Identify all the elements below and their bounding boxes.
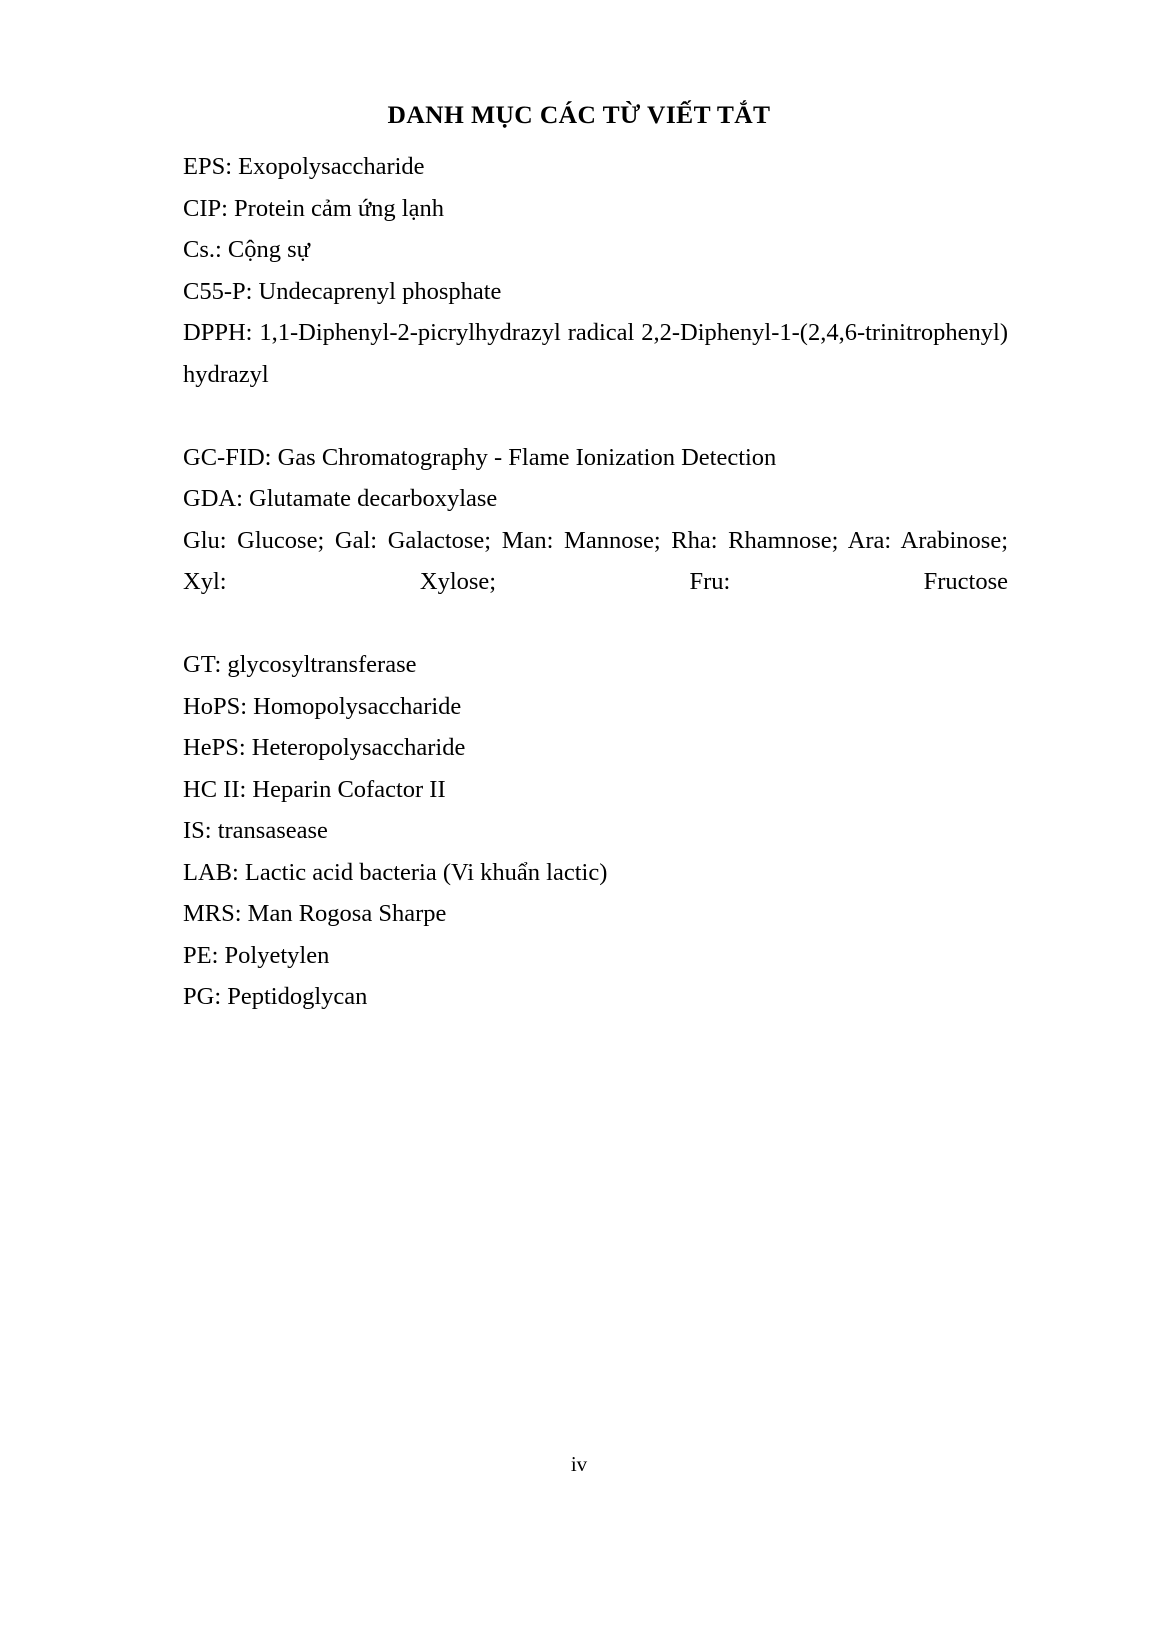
abbreviation-entry: HoPS: Homopolysaccharide (183, 692, 462, 720)
abbreviation-entry: GC-FID: Gas Chromatography - Flame Ionization Detection (183, 443, 777, 471)
abbreviation-entry: PE: Polyetylen (183, 941, 330, 969)
abbreviation-entry: DPPH: 1,1-Diphenyl-2-picrylhydrazyl radical 2,2-Diphenyl-1-(2,4,6-trinitrophenyl) hydrazyl (183, 319, 1008, 388)
abbreviation-entry: CIP: Protein cảm ứng lạnh (183, 194, 444, 222)
abbreviation-entry: HePS: Heteropolysaccharide (183, 734, 466, 761)
abbreviation-entry: LAB: Lactic acid bacteria (Vi khuẩn lactic) (183, 858, 608, 886)
abbreviation-entry: C55-P: Undecaprenyl phosphate (183, 277, 502, 305)
abbreviation-entry: MRS: Man Rogosa Sharpe (183, 900, 447, 927)
abbreviation-entry: Glu: Glucose; Gal: Galactose; Man: Mannose; Rha: Rhamnose; Ara: Arabinose; Xyl: Xylose; Fru: Fructose (183, 526, 1008, 595)
abbreviation-entry: IS: transasease (183, 817, 328, 844)
page-number: iv (570, 1452, 588, 1476)
abbreviation-entry: GDA: Glutamate decarboxylase (183, 485, 498, 512)
abbreviation-entry: PG: Peptidoglycan (183, 983, 368, 1010)
abbreviation-entry: EPS: Exopolysaccharide (183, 153, 425, 180)
page-title: DANH MỤC CÁC TỪ VIẾT TẮT (387, 100, 771, 129)
abbreviation-list (183, 146, 1008, 1018)
abbreviation-entry: Cs.: Cộng sự (183, 236, 310, 263)
abbreviation-entry: HC II: Heparin Cofactor II (183, 775, 446, 803)
abbreviation-entry: GT: glycosyltransferase (183, 651, 417, 678)
